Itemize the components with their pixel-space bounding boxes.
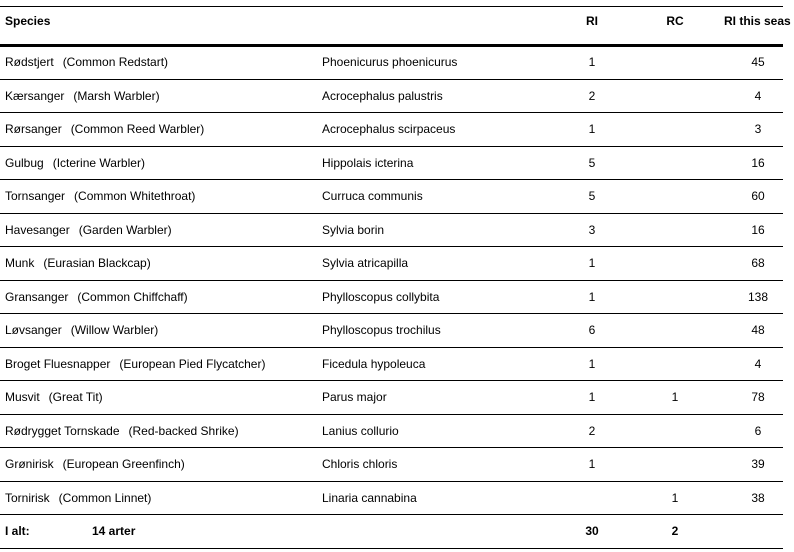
ri-value: 5 (588, 155, 596, 170)
ri-season-value: 16 (751, 155, 765, 170)
latin-name: Phoenicurus phoenicurus (322, 55, 458, 70)
ri-season-value: 45 (751, 55, 765, 70)
species-name-cell (5, 247, 151, 280)
english-name: (Common Redstart) (62, 55, 169, 70)
danish-name: Gransanger (5, 289, 69, 304)
english-name: (Marsh Warbler) (73, 88, 160, 103)
rc-value (655, 147, 695, 180)
ri-value: 1 (588, 289, 596, 304)
danish-name: Kærsanger (5, 88, 65, 103)
ri-value: 1 (588, 390, 596, 405)
rc-value (655, 113, 695, 146)
total-ri: 30 (585, 524, 599, 539)
rc-value (655, 314, 695, 347)
english-name: (Common Linnet) (58, 490, 152, 505)
latin-name: Linaria cannabina (322, 490, 417, 505)
ri-season-value: 39 (751, 457, 765, 472)
danish-name: Tornirisk (5, 490, 50, 505)
danish-name: Rørsanger (5, 122, 62, 137)
rc-value (655, 281, 695, 314)
header-species: Species (5, 14, 51, 28)
danish-name: Tornsanger (5, 189, 66, 204)
header-ri-season: RI this seas (724, 14, 791, 28)
species-name-cell (5, 147, 145, 180)
danish-name: Havesanger (5, 222, 70, 237)
latin-name: Curruca communis (322, 189, 423, 204)
english-name: (Willow Warbler) (70, 323, 159, 338)
species-name-cell (5, 381, 103, 414)
ri-value: 1 (588, 457, 596, 472)
ri-value: 2 (588, 423, 596, 438)
table-row (0, 448, 783, 482)
species-name-cell (5, 214, 172, 247)
english-name: (European Pied Flycatcher) (119, 356, 266, 371)
total-row (0, 515, 783, 549)
english-name: (Red-backed Shrike) (128, 423, 239, 438)
table-row (0, 247, 783, 281)
latin-name: Acrocephalus palustris (322, 88, 443, 103)
species-name-cell (5, 415, 239, 448)
total-label: I alt: (5, 524, 30, 539)
english-name: (European Greenfinch) (62, 457, 185, 472)
ri-season-value: 60 (751, 189, 765, 204)
english-name: (Eurasian Blackcap) (43, 256, 151, 271)
table-row (0, 147, 783, 181)
table-row (0, 415, 783, 449)
ri-season-value: 6 (754, 423, 762, 438)
ri-value: 1 (588, 122, 596, 137)
ri-value: 3 (588, 222, 596, 237)
ri-season-value: 78 (751, 390, 765, 405)
ri-value: 6 (588, 323, 596, 338)
table-row (0, 46, 783, 80)
species-count: 14 arter (92, 524, 136, 539)
danish-name: Løvsanger (5, 323, 62, 338)
table-row (0, 482, 783, 516)
table-row (0, 314, 783, 348)
danish-name: Grønirisk (5, 457, 54, 472)
latin-name: Parus major (322, 390, 387, 405)
ri-season-value: 16 (751, 222, 765, 237)
ri-season-value: 138 (747, 289, 769, 304)
rc-value (655, 180, 695, 213)
english-name: (Common Whitethroat) (74, 189, 196, 204)
ri-season-value: 48 (751, 323, 765, 338)
danish-name: Rødrygget Tornskade (5, 423, 120, 438)
species-name-cell (5, 348, 265, 381)
english-name: (Common Chiffchaff) (77, 289, 188, 304)
danish-name: Rødstjert (5, 55, 54, 70)
rc-value: 1 (671, 490, 679, 505)
ri-season-value: 4 (754, 88, 762, 103)
table-row (0, 180, 783, 214)
latin-name: Sylvia borin (322, 222, 385, 237)
ri-value: 1 (588, 256, 596, 271)
rc-value (655, 415, 695, 448)
ri-season-value: 4 (754, 356, 762, 371)
species-name-cell (5, 113, 204, 146)
english-name: (Great Tit) (48, 390, 103, 405)
table-row (0, 113, 783, 147)
table-row (0, 214, 783, 248)
species-name-cell (5, 314, 158, 347)
species-name-cell (5, 482, 151, 515)
header-rc: RC (666, 14, 684, 28)
table-row (0, 381, 783, 415)
rc-value (655, 46, 695, 79)
ri-value: 1 (588, 356, 596, 371)
danish-name: Munk (5, 256, 35, 271)
total-rc: 2 (671, 524, 679, 539)
danish-name: Broget Fluesnapper (5, 356, 111, 371)
rc-value (655, 348, 695, 381)
ri-value: 1 (588, 55, 596, 70)
english-name: (Garden Warbler) (78, 222, 172, 237)
danish-name: Musvit (5, 390, 40, 405)
latin-name: Phylloscopus trochilus (322, 323, 441, 338)
table-header (0, 6, 791, 47)
rc-value (655, 80, 695, 113)
latin-name: Acrocephalus scirpaceus (322, 122, 456, 137)
latin-name: Hippolais icterina (322, 155, 414, 170)
ri-season-value: 38 (751, 490, 765, 505)
species-name-cell (5, 281, 188, 314)
rc-value: 1 (671, 390, 679, 405)
ri-value: 2 (588, 88, 596, 103)
ri-season-value: 68 (751, 256, 765, 271)
species-name-cell (5, 80, 160, 113)
rc-value (655, 448, 695, 481)
danish-name: Gulbug (5, 155, 44, 170)
species-name-cell (5, 180, 195, 213)
ri-value (572, 482, 612, 515)
rc-value (655, 214, 695, 247)
species-name-cell (5, 46, 168, 79)
ri-season-value: 3 (754, 122, 762, 137)
species-name-cell (5, 448, 185, 481)
rc-value (655, 247, 695, 280)
table-row (0, 348, 783, 382)
latin-name: Phylloscopus collybita (322, 289, 440, 304)
english-name: (Common Reed Warbler) (70, 122, 205, 137)
latin-name: Chloris chloris (322, 457, 398, 472)
english-name: (Icterine Warbler) (52, 155, 145, 170)
latin-name: Ficedula hypoleuca (322, 356, 426, 371)
header-ri: RI (586, 14, 598, 28)
table-row (0, 80, 783, 114)
latin-name: Lanius collurio (322, 423, 399, 438)
latin-name: Sylvia atricapilla (322, 256, 409, 271)
ri-value: 5 (588, 189, 596, 204)
table-row (0, 281, 783, 315)
